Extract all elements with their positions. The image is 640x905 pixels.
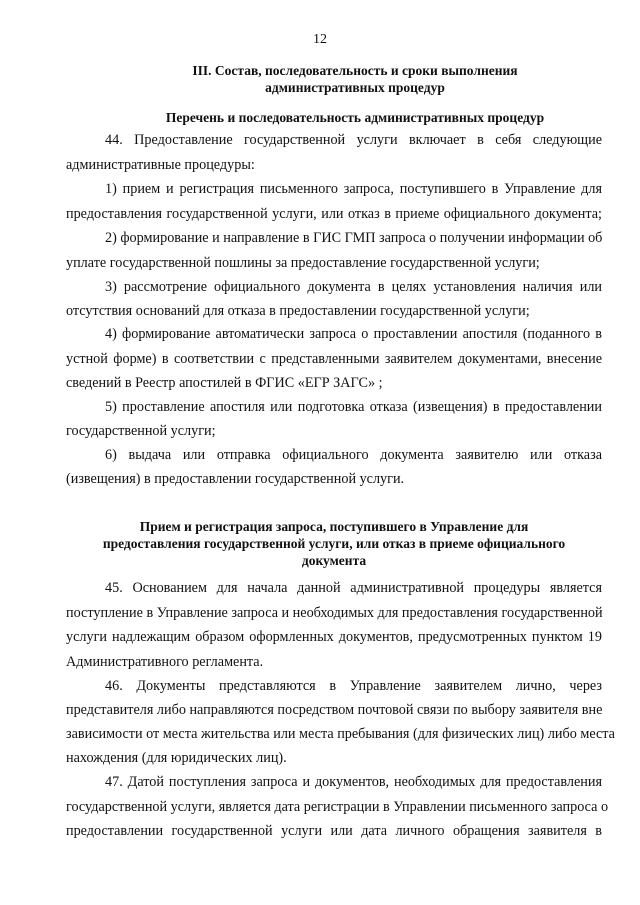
section-heading-line1: III. Состав, последовательность и сроки выполнения	[192, 63, 518, 78]
text-line: устной форме) в соответствии с представленными заявителем документами, внесение	[66, 351, 602, 367]
text-line: Административного регламента.	[66, 654, 264, 670]
section-heading	[120, 62, 590, 96]
subheading-reception-line2: предоставления государственной услуги, или отказ в приеме официального	[102, 536, 566, 551]
text-line: 3) рассмотрение официального документа в целях установления наличия или	[105, 279, 602, 295]
text-line: 5) проставление апостиля или подготовка отказа (извещения) в предоставлении	[105, 399, 602, 415]
text-line: административные процедуры:	[66, 157, 255, 173]
text-line: 2) формирование и направление в ГИС ГМП запроса о получении информации об	[105, 230, 603, 246]
text-line: 6) выдача или отправка официального документа заявителю или отказа	[105, 447, 602, 463]
text-line: предоставления государственной услуги, или отказ в приеме официального документа;	[66, 206, 602, 222]
text-line: 44. Предоставление государственной услуги включает в себя следующие	[105, 132, 602, 148]
text-line: поступление в Управление запроса и необходимых для предоставления государственной	[66, 605, 603, 621]
subheading-reception	[66, 518, 602, 569]
text-line: предоставлении государственной услуги или дата личного обращения заявителя в	[66, 823, 602, 839]
text-line: (извещения) в предоставлении государственной услуги.	[66, 471, 405, 487]
text-line: сведений в Реестр апостилей в ФГИС «ЕГР ЗАГС» ;	[66, 375, 383, 391]
text-line: представителя либо направляются посредством почтовой связи по выбору заявителя вне	[66, 702, 603, 718]
subheading-procedures: Перечень и последовательность административных процедур	[165, 110, 545, 125]
subheading-reception-line1: Прием и регистрация запроса, поступившего в Управление для	[139, 519, 529, 534]
text-line: 46. Документы представляются в Управление заявителем лично, через	[105, 678, 602, 694]
text-line: уплате государственной пошлины за предоставление государственной услуги;	[66, 255, 540, 271]
text-line: 47. Датой поступления запроса и документов, необходимых для предоставления	[105, 774, 602, 790]
text-line: услуги надлежащим образом оформленных документов, предусмотренных пунктом 19	[66, 629, 602, 645]
text-line: 45. Основанием для начала данной административной процедуры является	[105, 580, 602, 596]
text-line: зависимости от места жительства или места пребывания (для физических лиц) либо места	[66, 726, 615, 742]
text-line: 4) формирование автоматически запроса о проставлении апостиля (поданного в	[105, 326, 602, 342]
text-line: 1) прием и регистрация письменного запроса, поступившего в Управление для	[105, 181, 602, 197]
text-line: государственной услуги, является дата регистрации в Управлении письменного запроса о	[66, 799, 609, 815]
text-line: отсутствия оснований для отказа в предоставлении государственной услуги;	[66, 303, 530, 319]
text-line: нахождения (для юридических лиц).	[66, 750, 287, 766]
section-heading-line2: административных процедур	[265, 80, 445, 95]
text-line: государственной услуги;	[66, 423, 216, 439]
page-number: 12	[313, 32, 327, 47]
subheading-reception-line3: документа	[301, 553, 367, 568]
